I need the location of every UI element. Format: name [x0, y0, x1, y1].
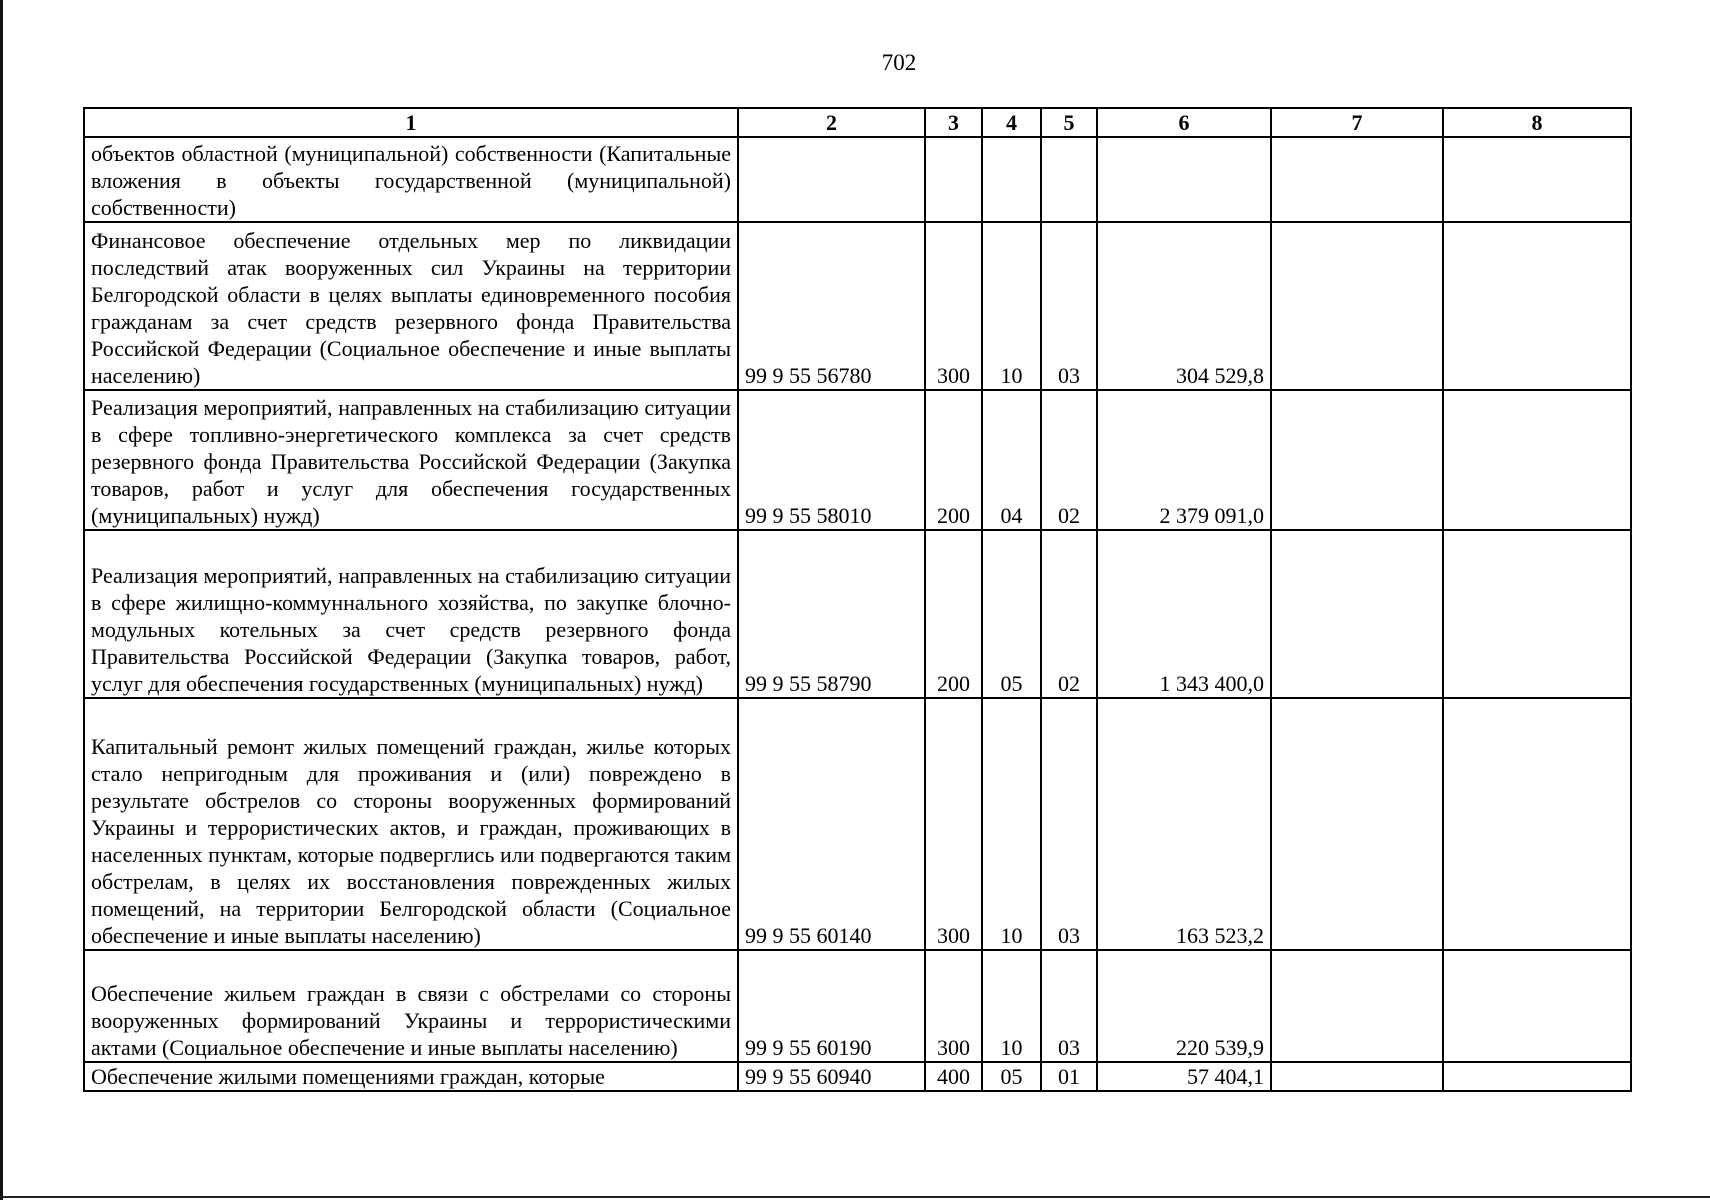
row-col3: 300: [925, 950, 982, 1062]
scan-left-edge: [0, 0, 3, 1200]
table-row: [84, 137, 1631, 222]
row-col3: 200: [925, 530, 982, 698]
row-col7: [1271, 530, 1443, 698]
budget-table: [83, 107, 1632, 1092]
row-amount: 304 529,8: [1097, 222, 1271, 390]
header-col-8: 8: [1443, 108, 1631, 137]
row-code: 99 9 55 60190: [738, 950, 925, 1062]
row-col7: [1271, 390, 1443, 530]
row-col8: [1443, 1062, 1631, 1091]
row-code: 99 9 55 58010: [738, 390, 925, 530]
row-col8: [1443, 390, 1631, 530]
row-amount: 163 523,2: [1097, 698, 1271, 950]
header-col-5: 5: [1041, 108, 1097, 137]
row-col4: 05: [982, 530, 1041, 698]
table-row: [84, 950, 1631, 1062]
row-col5: 03: [1041, 698, 1097, 950]
row-col4: 10: [982, 698, 1041, 950]
table-row: [84, 530, 1631, 698]
row-code: 99 9 55 56780: [738, 222, 925, 390]
row-code: [738, 137, 925, 222]
row-amount: 57 404,1: [1097, 1062, 1271, 1091]
row-description: Обеспечение жильем граждан в связи с обстрелами со стороны вооруженных формирований Украины и террористическими актами (Социальное обеспечение и иные выплаты населению): [84, 950, 738, 1062]
table-row: [84, 1062, 1631, 1091]
row-col8: [1443, 530, 1631, 698]
row-col5: 02: [1041, 530, 1097, 698]
row-col4: 10: [982, 222, 1041, 390]
header-col-2: 2: [738, 108, 925, 137]
header-row: [84, 108, 1631, 137]
row-col7: [1271, 222, 1443, 390]
row-description: объектов областной (муниципальной) собственности (Капитальные вложения в объекты государственной (муниципальной) собственности): [84, 137, 738, 222]
row-code: 99 9 55 60940: [738, 1062, 925, 1091]
row-col7: [1271, 698, 1443, 950]
row-amount: 220 539,9: [1097, 950, 1271, 1062]
row-description: Реализация мероприятий, направленных на стабилизацию ситуации в сфере топливно-энергетического комплекса за счет средств резервного фонда Правительства Российской Федерации (Закупка товаров, работ и услуг для обеспечения государственных (муниципальных) нужд): [84, 390, 738, 530]
row-col3: [925, 137, 982, 222]
header-col-1: 1: [84, 108, 738, 137]
row-col5: 01: [1041, 1062, 1097, 1091]
row-col3: 300: [925, 698, 982, 950]
row-col7: [1271, 1062, 1443, 1091]
row-amount: 2 379 091,0: [1097, 390, 1271, 530]
row-col7: [1271, 137, 1443, 222]
row-description: Реализация мероприятий, направленных на стабилизацию ситуации в сфере жилищно-коммуннального хозяйства, по закупке блочно-модульных котельных за счет средств резервного фонда Правительства Российской Федерации (Закупка товаров, работ, услуг для обеспечения государственных (муниципальных) нужд): [84, 530, 738, 698]
row-description-text: Обеспечение жилыми помещениями граждан, которые: [91, 1064, 605, 1089]
header-col-3: 3: [925, 108, 982, 137]
row-col4: 05: [982, 1062, 1041, 1091]
row-col8: [1443, 950, 1631, 1062]
table-row: [84, 698, 1631, 950]
row-amount: 1 343 400,0: [1097, 530, 1271, 698]
row-amount: [1097, 137, 1271, 222]
row-col3: 300: [925, 222, 982, 390]
header-col-6: 6: [1097, 108, 1271, 137]
row-col3: 200: [925, 390, 982, 530]
row-col8: [1443, 698, 1631, 950]
row-col4: [982, 137, 1041, 222]
row-col8: [1443, 137, 1631, 222]
header-col-7: 7: [1271, 108, 1443, 137]
row-col5: 03: [1041, 950, 1097, 1062]
row-col4: 10: [982, 950, 1041, 1062]
row-col8: [1443, 222, 1631, 390]
scan-bottom-edge: [0, 1196, 1710, 1198]
table-row: [84, 222, 1631, 390]
row-col5: 02: [1041, 390, 1097, 530]
row-description: [84, 1062, 738, 1091]
row-description: Капитальный ремонт жилых помещений граждан, жилье которых стало непригодным для проживания и (или) повреждено в результате обстрелов со стороны вооруженных формирований Украины и террористических актов, и граждан, проживающих в населенных пунктам, которые подверглись или подвергаются таким обстрелам, в целях их восстановления поврежденных жилых помещений, на территории Белгородской области (Социальное обеспечение и иные выплаты населению): [84, 698, 738, 950]
table-row: [84, 390, 1631, 530]
row-description: Финансовое обеспечение отдельных мер по ликвидации последствий атак вооруженных сил Украины на территории Белгородской области в целях выплаты единовременного пособия гражданам за счет средств резервного фонда Правительства Российской Федерации (Социальное обеспечение и иные выплаты населению): [84, 222, 738, 390]
header-col-4: 4: [982, 108, 1041, 137]
page-number: 702: [881, 50, 917, 75]
row-code: 99 9 55 58790: [738, 530, 925, 698]
row-col7: [1271, 950, 1443, 1062]
row-col3: 400: [925, 1062, 982, 1091]
row-col4: 04: [982, 390, 1041, 530]
row-col5: [1041, 137, 1097, 222]
row-code: 99 9 55 60140: [738, 698, 925, 950]
row-col5: 03: [1041, 222, 1097, 390]
